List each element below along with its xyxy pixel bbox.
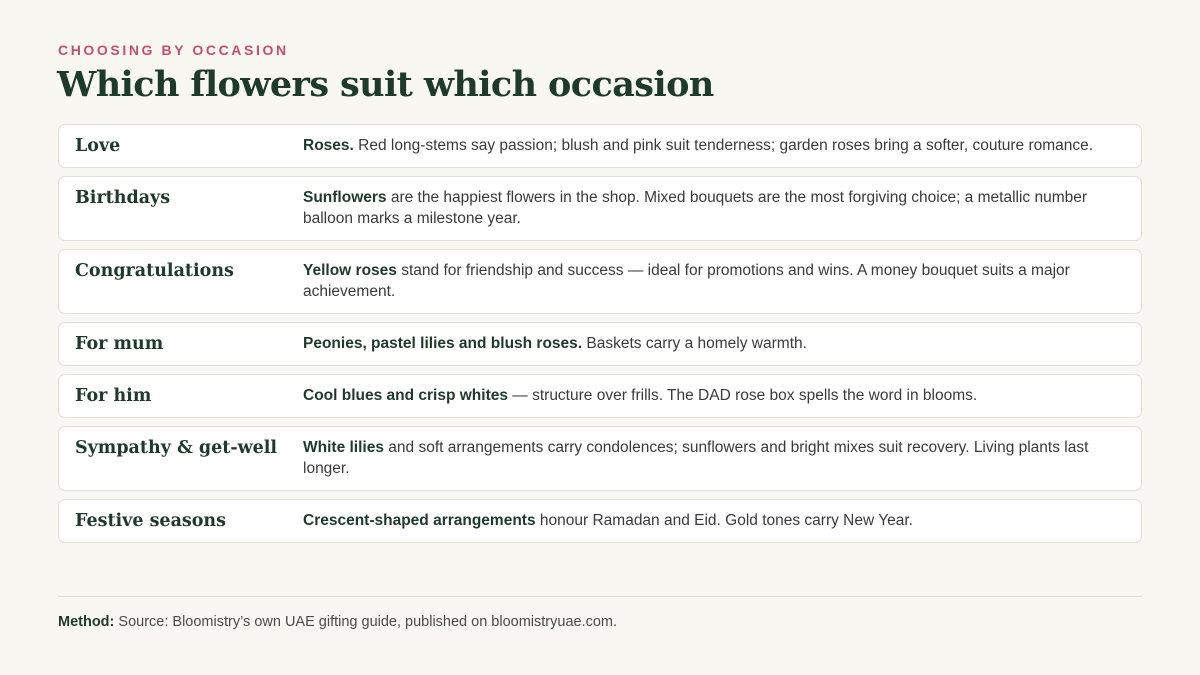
method-text: Source: Bloomistry’s own UAE gifting guide, published on bloomistryuae.com.: [114, 614, 618, 630]
description-text: — structure over frills. The DAD rose box spells the word in blooms.: [507, 387, 978, 404]
description-lead: Sunflowers: [303, 189, 387, 206]
method-note: [58, 614, 617, 630]
eyebrow-label: CHOOSING BY OCCASION: [58, 42, 289, 58]
occasion-row-for-him: [58, 374, 1142, 418]
occasion-name: Love: [75, 136, 121, 156]
description-text: stand for friendship and success — ideal for promotions and wins. A money bouquet suits a major achievement.: [303, 262, 1070, 300]
occasion-name: Birthdays: [75, 188, 171, 208]
occasion-row-congratulations: [58, 249, 1142, 314]
description-text: honour Ramadan and Eid. Gold tones carry New Year.: [535, 512, 913, 529]
description-lead: Yellow roses: [303, 262, 397, 279]
description-text: are the happiest flowers in the shop. Mixed bouquets are the most forgiving choice; a metallic number balloon marks a milestone year.: [303, 189, 1088, 227]
occasion-row-birthdays: [58, 176, 1142, 241]
occasion-list: [58, 124, 1142, 551]
occasion-description: [303, 135, 1125, 156]
occasion-row-festive-seasons: [58, 499, 1142, 543]
occasion-name: For mum: [75, 334, 164, 354]
occasion-description: [303, 437, 1125, 479]
description-lead: White lilies: [303, 439, 384, 456]
occasion-description: [303, 385, 1125, 406]
occasion-name: Congratulations: [75, 261, 234, 281]
description-text: Baskets carry a homely warmth.: [582, 335, 807, 352]
occasion-row-sympathy: [58, 426, 1142, 491]
occasion-description: [303, 510, 1125, 531]
footer-divider: [58, 596, 1142, 597]
occasion-description: [303, 260, 1125, 302]
occasion-name: Festive seasons: [75, 511, 227, 531]
description-lead: Peonies, pastel lilies and blush roses.: [303, 335, 583, 352]
description-lead: Roses.: [303, 137, 354, 154]
occasion-row-love: [58, 124, 1142, 168]
description-lead: Cool blues and crisp whites: [303, 387, 508, 404]
page-title: Which flowers suit which occasion: [57, 64, 714, 105]
occasion-name: Sympathy & get-well: [75, 438, 278, 458]
occasion-description: [303, 187, 1125, 229]
description-lead: Crescent-shaped arrangements: [303, 512, 536, 529]
occasion-row-for-mum: [58, 322, 1142, 366]
description-text: Red long-stems say passion; blush and pink suit tenderness; garden roses bring a softer, couture romance.: [353, 137, 1094, 154]
occasion-description: [303, 333, 1125, 354]
occasion-name: For him: [75, 386, 152, 406]
method-label: Method:: [58, 614, 115, 630]
description-text: and soft arrangements carry condolences; sunflowers and bright mixes suit recovery. Living plants last longer.: [303, 439, 1089, 477]
